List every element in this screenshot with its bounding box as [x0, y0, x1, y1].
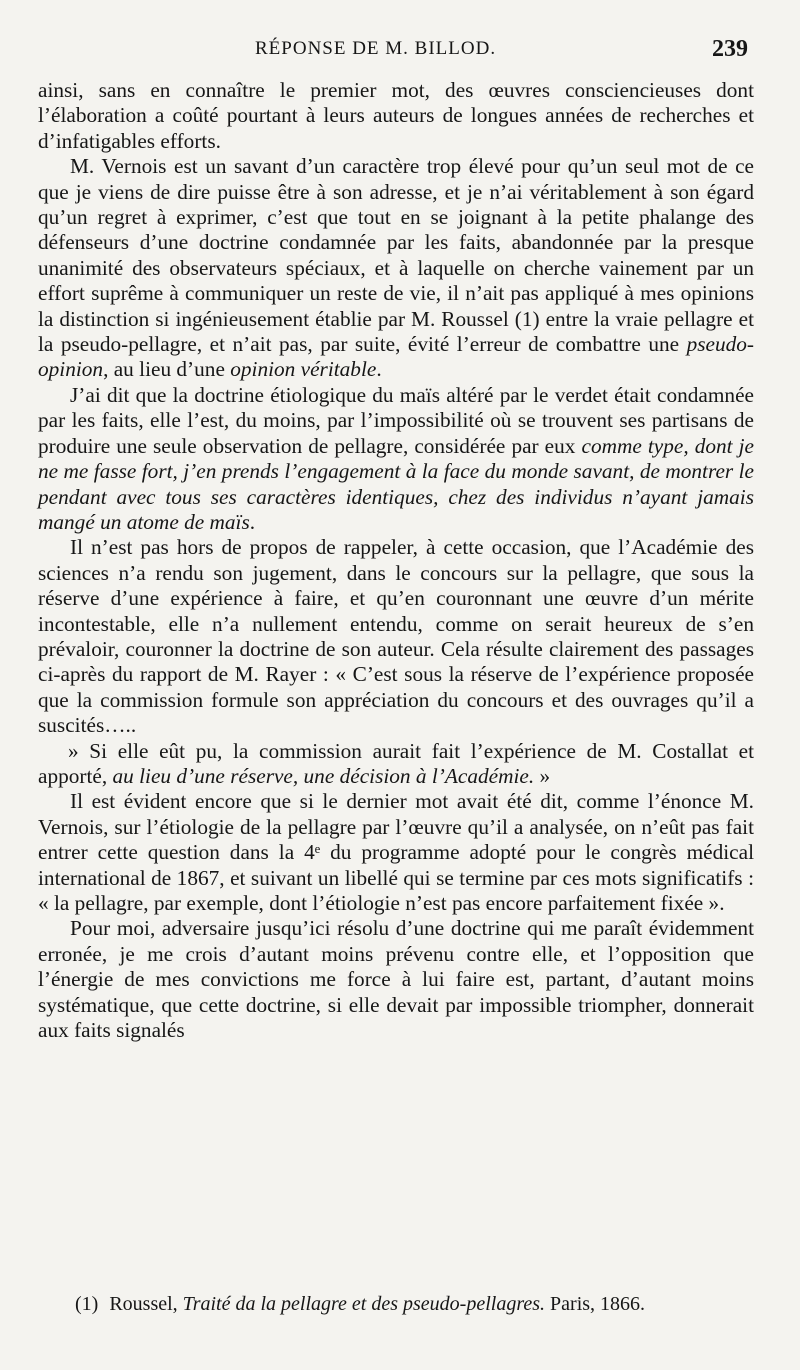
- text-run: , au lieu d’une: [103, 357, 231, 382]
- footnote-author: Roussel,: [109, 1293, 178, 1315]
- paragraph: [38, 383, 754, 535]
- text-run: ainsi, sans en connaître le premier mot, des œuvres consciencieuses dont l’élaboration a coûté pourtant à leurs auteurs de longues années de recherches et d’infatigables efforts.: [38, 78, 754, 153]
- paragraph: [38, 78, 754, 154]
- footnote-title: Traité da la pellagre et des pseudo-pellagres.: [182, 1293, 546, 1315]
- italic-text: pseudo-opinion: [38, 332, 754, 382]
- italic-text: comme type, dont je ne me fasse fort, j’en prends l’engagement à la face du monde savant, de montrer le pendant avec tous ses caractères identiques, chez des individus n’ayant jamais mangé un atome de maïs: [38, 433, 754, 534]
- text-run: M. Vernois est un savant d’un caractère trop élevé pour qu’un seul mot de ce que je viens de dire puisse être à son adresse, et je n’ai véritablement à son égard qu’un regret à exprimer, c’est que tout en se joignant à la petite phalange des défenseurs d’une doctrine condamnée par les faits, abandonnée par la presque unanimité des observateurs spéciaux, et à laquelle on cherche vainement par un effort suprême à communiquer un reste de vie, il n’ait pas appliqué à mes opinions la distinction si ingénieusement établie par M. Roussel (1) entre la vraie pellagre et la pseudo-pellagre, et n’ait pas, par suite, évité l’erreur de combattre une: [38, 154, 754, 357]
- paragraph: [38, 535, 754, 738]
- text-run: Il n’est pas hors de propos de rappeler, à cette occasion, que l’Académie des sciences n’a rendu son jugement, dans le concours sur la pellagre, que sous la réserve d’une expérience à faire, et qu’en couronnant une œuvre d’un mérite incontestable, elle n’a nullement entendu, comme on serait heureux de s’en prévaloir, couronner la doctrine de son auteur. Cela résulte clairement des passages ci-après du rapport de M. Rayer : « C’est sous la réserve de l’expérience proposée que la commission formule son appréciation du concours et des ouvrages qu’il a suscités…..: [38, 535, 754, 738]
- text-run: .: [376, 357, 382, 382]
- text-run: .: [249, 509, 256, 534]
- running-head: [0, 36, 800, 66]
- text-run: » Si elle eût pu, la commission aurait fait l’expérience de M. Costallat et apporté,: [38, 738, 754, 788]
- paragraph: [38, 789, 754, 916]
- italic-text: au lieu d’une réserve, une décision à l’Académie.: [112, 763, 535, 788]
- paragraph: [38, 916, 754, 1043]
- text-run: Pour moi, adversaire jusqu’ici résolu d’une doctrine qui me paraît évidemment erronée, je me crois d’autant moins prévenu contre elle, et l’opposition que l’énergie de mes convictions me force à lui faire est, partant, d’autant moins systématique, que cette doctrine, si elle devait par impossible triompher, donnerait aux faits signalés: [38, 916, 754, 1043]
- footnote-marker: (1): [75, 1293, 99, 1315]
- body-text: [38, 78, 754, 1043]
- paragraph: [38, 154, 754, 383]
- text-run: »: [534, 763, 551, 788]
- paragraph: [38, 739, 754, 790]
- footnote-place-year: Paris, 1866.: [550, 1293, 646, 1315]
- italic-text: opinion véritable: [230, 357, 377, 382]
- text-run: J’ai dit que la doctrine étiologique du maïs altéré par le verdet était condamnée par les faits, elle l’est, du moins, par l’impossibilité où se trouvent ses partisans de produire une seule observation de pellagre, considérée par eux: [38, 382, 754, 458]
- text-run: Il est évident encore que si le dernier mot avait été dit, comme l’énonce M. Vernois, sur l’étiologie de la pellagre par l’œuvre qu’il a analysée, on n’eût pas fait entrer cette question dans la 4ᵉ du programme adopté pour le congrès médical international de 1867, et suivant un libellé qui se termine par ces mots significatifs : « la pellagre, par exemple, dont l’étiologie n’est pas encore parfaitement fixée ».: [38, 789, 754, 915]
- running-title: RÉPONSE DE M. BILLOD.: [255, 38, 497, 59]
- page-number: 239: [712, 36, 748, 62]
- footnote: [75, 1291, 775, 1317]
